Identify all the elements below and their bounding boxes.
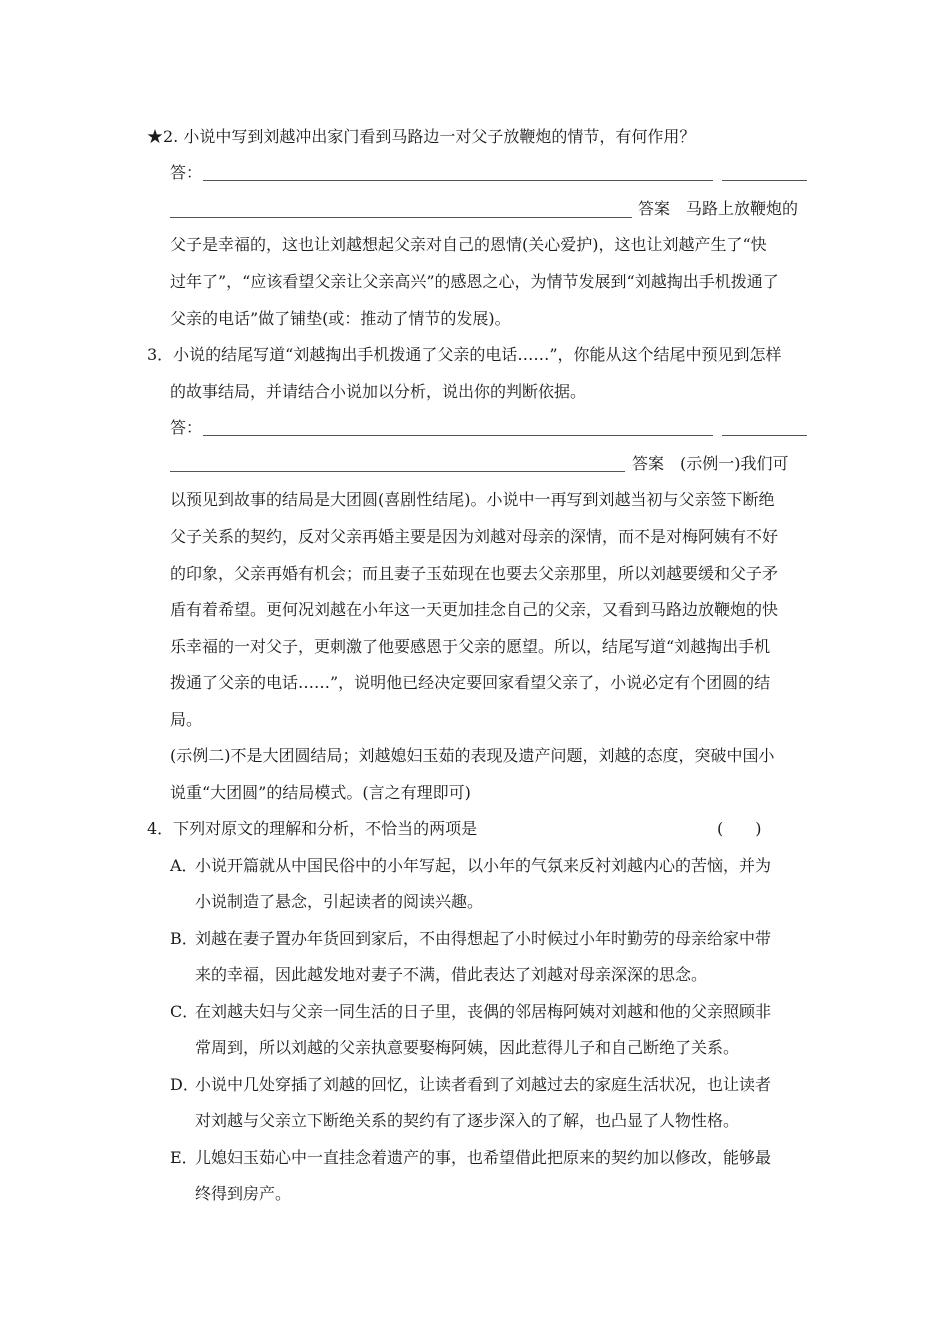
question-3-answer-line: 拨通了父亲的电话……”，说明他已经决定要回家看望父亲了，小说必定有个团圆的结 xyxy=(170,673,771,692)
question-3-answer-blank-3[interactable] xyxy=(170,471,625,472)
option-text-line: 小说开篇就从中国民俗中的小年写起，以小年的气氛来反衬刘越内心的苦恼，并为 xyxy=(195,856,772,875)
question-3-answer-line: 以预见到故事的结局是大团圆(喜剧性结尾)。小说中一再写到刘越当初与父亲签下断绝 xyxy=(170,490,775,509)
option-text-line: 常周到，所以刘越的父亲执意要娶梅阿姨，因此惹得儿子和自己断绝了关系。 xyxy=(195,1038,740,1057)
question-2-answer-blank-2[interactable] xyxy=(722,180,807,181)
option-letter: E． xyxy=(170,1148,198,1167)
option-text-line: 在刘越夫妇与父亲一同生活的日子里，丧偶的邻居梅阿姨对刘越和他的父亲照顾非 xyxy=(195,1002,772,1021)
question-2-answer-blank-1[interactable] xyxy=(203,180,713,181)
question-3-answer-line: 父子关系的契约，反对父亲再婚主要是因为刘越对母亲的深情，而不是对梅阿姨有不好 xyxy=(170,527,779,546)
question-3-example-2-line: (示例二)不是大团圆结局；刘越媳妇玉茹的表现及遗产问题，刘越的态度，突破中国小 xyxy=(170,746,775,765)
question-3-answer-line: 局。 xyxy=(170,710,203,729)
option-letter: B． xyxy=(170,929,198,948)
question-3-title-line: 的故事结局，并请结合小说加以分析，说出你的判断依据。 xyxy=(170,382,587,401)
question-3-answer-blank-2[interactable] xyxy=(722,435,807,436)
option-text-line: 来的幸福，因此越发地对妻子不满，借此表达了刘越对母亲深深的思念。 xyxy=(195,965,708,984)
option-text-line: 小说中几处穿插了刘越的回忆，让读者看到了刘越过去的家庭生活状况，也让读者 xyxy=(195,1075,772,1094)
question-4-title: 4．下列对原文的理解和分析，不恰当的两项是 xyxy=(147,819,478,838)
question-3-answer-line: 的印象，父亲再婚有机会；而且妻子玉茹现在也要去父亲那里，所以刘越要缓和父子矛 xyxy=(170,564,779,583)
option-letter: C． xyxy=(170,1002,199,1021)
question-3-answer-blank-1[interactable] xyxy=(203,435,713,436)
option-letter: A． xyxy=(170,856,198,875)
option-text-line: 刘越在妻子置办年货回到家后，不由得想起了小时候过小年时勤劳的母亲给家中带 xyxy=(195,929,772,948)
option-text-line: 对刘越与父亲立下断绝关系的契约有了逐步深入的了解，也凸显了人物性格。 xyxy=(195,1111,740,1130)
question-2-answer-blank-3[interactable] xyxy=(170,217,632,218)
question-2-title: ★2. 小说中写到刘越冲出家门看到马路边一对父子放鞭炮的情节，有何作用？ xyxy=(147,127,696,146)
question-3-example-2-line: 说重“大团圆”的结局模式。(言之有理即可) xyxy=(170,783,471,802)
option-text-line: 终得到房产。 xyxy=(195,1184,292,1203)
option-text-line: 小说制造了悬念，引起读者的阅读兴趣。 xyxy=(195,892,484,911)
question-3-answer-line: 盾有着希望。更何况刘越在小年这一天更加挂念自己的父亲，又看到马路边放鞭炮的快 xyxy=(170,600,779,619)
option-letter: D． xyxy=(170,1075,199,1094)
question-2-answer-line: 父子是幸福的，这也让刘越想起父亲对自己的恩情(关心爱护)，这也让刘越产生了“快 xyxy=(170,235,767,254)
question-3-answer-label: 答： xyxy=(170,418,203,437)
question-3-answer-prefix: 答案 (示例一)我们可 xyxy=(632,454,789,473)
question-2-answer-label: 答： xyxy=(170,163,203,182)
question-2-answer-line: 父亲的电话”做了铺垫(或：推动了情节的发展)。 xyxy=(170,309,511,328)
question-2-answer-prefix: 答案 马路上放鞭炮的 xyxy=(638,199,799,218)
question-2-answer-line: 过年了”，“应该看望父亲让父亲高兴”的感恩之心，为情节发展到“刘越掏出手机拨通了 xyxy=(170,272,779,291)
option-text-line: 儿媳妇玉茹心中一直挂念着遗产的事，也希望借此把原来的契约加以修改，能够最 xyxy=(195,1148,772,1167)
question-3-title-line: 3．小说的结尾写道“刘越掏出手机拨通了父亲的电话……”，你能从这个结尾中预见到怎样 xyxy=(147,345,782,364)
question-4-answer-paren[interactable]: ( ) xyxy=(717,819,762,838)
question-3-answer-line: 乐幸福的一对父子，更刺激了他要感恩于父亲的愿望。所以，结尾写道“刘越掏出手机 xyxy=(170,637,771,656)
